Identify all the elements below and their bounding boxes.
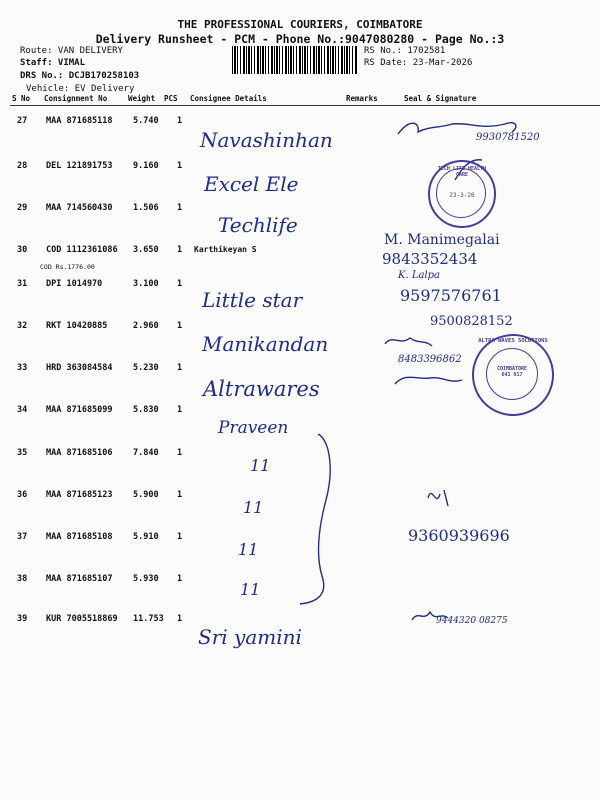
staff-label: Staff: VIMAL (20, 58, 86, 68)
row-sno: 36 (17, 490, 28, 500)
handwritten-phone-37: 9360939696 (408, 526, 510, 545)
col-weight: Weight (128, 94, 156, 103)
weight-value: 9.160 (133, 161, 159, 171)
consignment-number: COD 1112361086 (46, 245, 118, 255)
row-sno: 37 (17, 532, 28, 542)
weight-value: 5.910 (133, 532, 159, 542)
pcs-count: 1 (177, 490, 183, 500)
consignment-number: DEL 121891753 (46, 161, 113, 171)
row-sno: 38 (17, 574, 28, 584)
weight-value: 11.753 (133, 614, 164, 624)
col-pcs: PCS (164, 94, 178, 103)
consignment-number: MAA 871685123 (46, 490, 113, 500)
altra-stamp-center: COIMBATORE 641 017 (496, 366, 528, 378)
handwritten-consignee-29: Techlife (218, 213, 298, 237)
pcs-count: 1 (177, 405, 183, 415)
runsheet-subtitle: Delivery Runsheet - PCM - Phone No.:9047080280 - Page No.:3 (95, 32, 505, 46)
row-sno: 31 (17, 279, 28, 289)
signature-27 (398, 123, 516, 134)
handwritten-phone-31: 9597576761 (400, 286, 502, 305)
handwritten-consignee-31: Little star (202, 288, 303, 312)
pcs-count: 1 (177, 363, 183, 373)
consignment-number: MAA 871685118 (46, 116, 113, 126)
consignment-number: MAA 871685099 (46, 405, 113, 415)
techlife-stamp (428, 160, 496, 228)
cod-amount: COD Rs.1776.00 (40, 263, 95, 271)
handwritten-phone-30: 9843352434 (382, 250, 478, 268)
weight-value: 3.650 (133, 245, 159, 255)
handwritten-consignee-28: Excel Ele (204, 172, 299, 196)
row-sno: 33 (17, 363, 28, 373)
techlife-stamp-text: TECH LIFE HEALTH CARE (437, 166, 487, 178)
row-sno: 29 (17, 203, 28, 213)
handwritten-consignee-32: Manikandan (202, 332, 329, 356)
weight-value: 2.960 (133, 321, 159, 331)
rs-date: RS Date: 23-Mar-2026 (364, 58, 473, 68)
rs-number: RS No.: 1702581 (364, 46, 446, 56)
consignment-number: MAA 871685106 (46, 448, 113, 458)
consignee-details: Karthikeyan S (194, 245, 257, 254)
row-sno: 35 (17, 448, 28, 458)
consignment-number: MAA 871685107 (46, 574, 113, 584)
ditto-brace (300, 434, 330, 604)
signature-36 (428, 490, 448, 506)
weight-value: 5.740 (133, 116, 159, 126)
row-sno: 28 (17, 161, 28, 171)
consignment-number: HRD 363084584 (46, 363, 113, 373)
weight-value: 5.830 (133, 405, 159, 415)
ditto-mark-38: 11 (240, 580, 261, 599)
handwritten-consignee-34: Praveen (218, 418, 289, 438)
consignment-number: MAA 871685108 (46, 532, 113, 542)
route-label: Route: VAN DELIVERY (20, 46, 123, 56)
signature-39 (412, 612, 448, 620)
handwritten-phone-33: 8483396862 (398, 354, 462, 365)
pcs-count: 1 (177, 279, 183, 289)
consignment-number: MAA 714560430 (46, 203, 113, 213)
row-sno: 27 (17, 116, 28, 126)
handwritten-consignee-39: Sri yamini (198, 625, 302, 649)
handwritten-phone-27: 9930781520 (476, 132, 540, 143)
handwritten-name-31: K. Lalpa (398, 270, 440, 281)
weight-value: 3.100 (133, 279, 159, 289)
altra-stamp (472, 334, 554, 416)
altra-stamp-text: ALTRA WAVES SOLUTIONS (478, 338, 548, 344)
col-remarks: Remarks (346, 94, 378, 103)
handwritten-consignee-33: Altrawares (203, 377, 320, 401)
pcs-count: 1 (177, 245, 183, 255)
row-sno: 32 (17, 321, 28, 331)
pcs-count: 1 (177, 614, 183, 624)
ditto-mark-37: 11 (238, 540, 259, 559)
col-consignment: Consignment No (44, 94, 108, 103)
signature-32 (385, 338, 432, 346)
techlife-stamp-date: 23-3-26 (449, 192, 475, 199)
weight-value: 5.900 (133, 490, 159, 500)
row-sno: 30 (17, 245, 28, 255)
row-sno: 39 (17, 614, 28, 624)
consignment-number: RKT 10420885 (46, 321, 108, 331)
company-title: THE PROFESSIONAL COURIERS, COIMBATORE (177, 18, 423, 31)
pcs-count: 1 (177, 321, 183, 331)
row-sno: 34 (17, 405, 28, 415)
handwritten-consignee-27: Navashinhan (200, 128, 333, 152)
consignment-number: DPI 1014970 (46, 279, 103, 289)
drs-number: DRS No.: DCJB170258103 (20, 71, 140, 81)
handwritten-phone-32: 9500828152 (430, 314, 513, 329)
weight-value: 5.930 (133, 574, 159, 584)
signature-33 (395, 377, 462, 384)
pcs-count: 1 (177, 448, 183, 458)
ditto-mark-35: 11 (250, 456, 271, 475)
col-seal: Seal & Signature (404, 94, 477, 103)
col-consignee: Consignee Details (190, 94, 267, 103)
weight-value: 5.230 (133, 363, 159, 373)
pcs-count: 1 (177, 161, 183, 171)
weight-value: 7.840 (133, 448, 159, 458)
handwritten-name-30: M. Manimegalai (384, 232, 500, 248)
handwritten-phone-39: 9444320 08275 (436, 616, 508, 626)
ditto-mark-36: 11 (243, 498, 264, 517)
pcs-count: 1 (177, 574, 183, 584)
pcs-count: 1 (177, 116, 183, 126)
pcs-count: 1 (177, 532, 183, 542)
weight-value: 1.506 (133, 203, 159, 213)
pcs-count: 1 (177, 203, 183, 213)
consignment-number: KUR 7005518869 (46, 614, 118, 624)
vehicle-label: Vehicle: EV Delivery (26, 84, 135, 94)
col-sno: S No (12, 94, 31, 103)
